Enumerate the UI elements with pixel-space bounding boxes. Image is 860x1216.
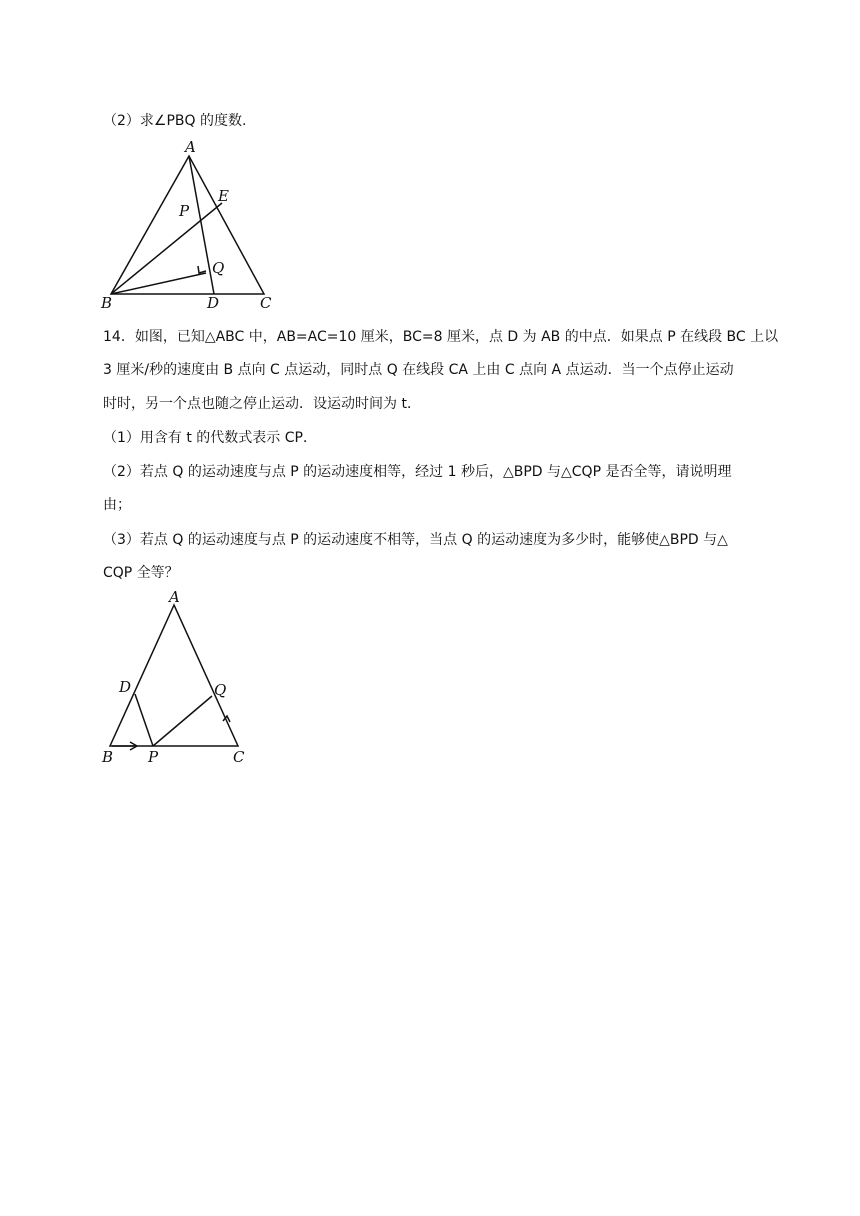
q14-part2-line2: 由； [103,497,131,513]
q14-part3-line2: CQP 全等？ [103,565,179,581]
figure-triangle-abc-dpq [95,585,255,770]
q14-stem-line1: 14．如图，已知△ABC 中，AB=AC=10 厘米，BC=8 厘米，点 D 为 AB 的中点．如果点 P 在线段 BC 上以 [103,329,779,345]
q14-part2-line1: （2）若点 Q 的运动速度与点 P 的运动速度相等，经过 1 秒后，△BPD 与△CQP 是否全等，请说明理 [103,464,732,480]
label-p: P [179,202,190,220]
label-d: D [207,294,220,312]
q14-stem-line3: 时时，另一个点也随之停止运动．设运动时间为 t． [103,396,421,412]
label-c2: C [233,748,245,766]
label-a2: A [169,588,180,606]
label-q2: Q [214,681,227,699]
label-b2: B [102,748,114,766]
label-p2: P [148,748,159,766]
figure-triangle-abc-pbq [95,135,285,315]
label-b: B [101,294,113,312]
q14-stem-line2: 3 厘米/秒的速度由 B 点向 C 点运动，同时点 Q 在线段 CA 上由 C 点向 A 点运动．当一个点停止运动 [103,362,734,378]
label-a: A [185,138,196,156]
label-c: C [260,294,272,312]
label-e: E [218,187,229,205]
q14-part3-line1: （3）若点 Q 的运动速度与点 P 的运动速度不相等，当点 Q 的运动速度为多少时，能够使△BPD 与△ [103,532,728,548]
q14-part1: （1）用含有 t 的代数式表示 CP． [103,430,317,446]
q13-part2: （2）求∠PBQ 的度数. [103,113,247,129]
label-d2: D [119,678,132,696]
label-q: Q [212,259,225,277]
